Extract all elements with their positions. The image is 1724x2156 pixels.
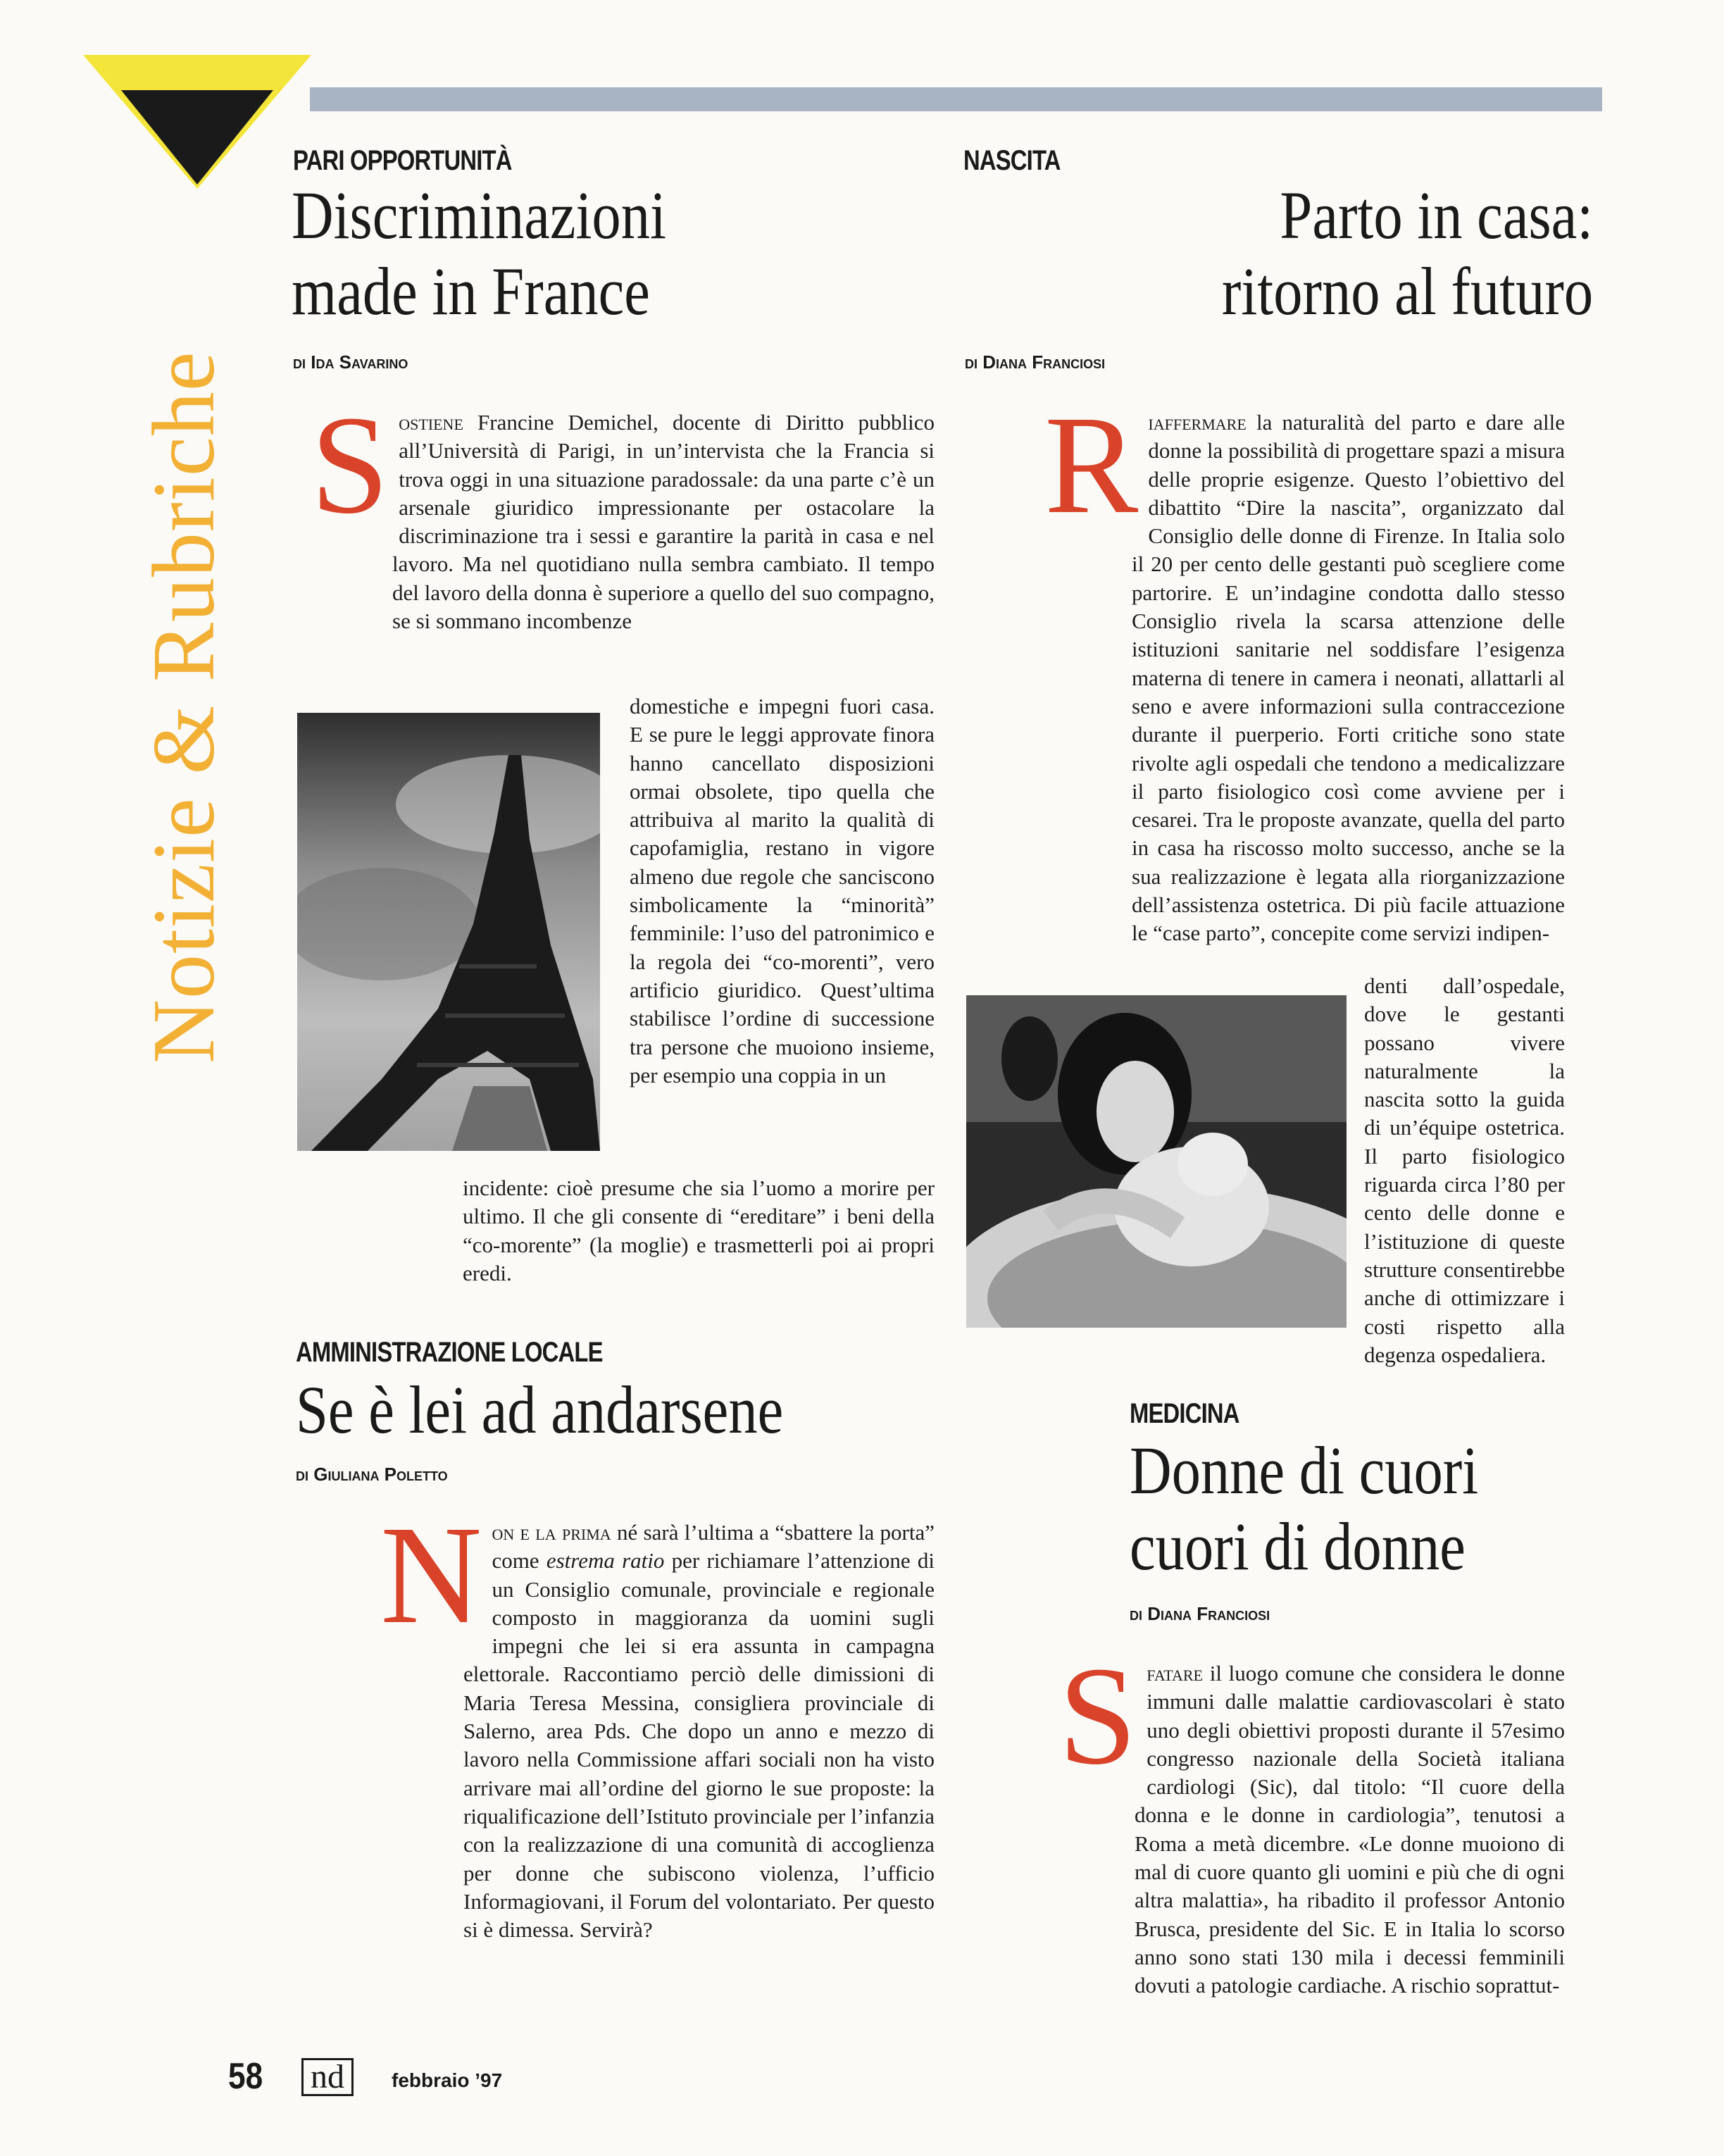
article-body-nascita-2: denti dall’ospedale, dove le gestanti possano vivere naturalmente la nascita sotto la guida di un’équipe ostetrica. Il parto fisiologico riguarda circa l’80 per cento delle donne e l’istituzione di queste strutture consentirebbe anche di ottimizzare i costi rispetto alla degenza ospedaliera. [1364,973,1565,1367]
section-label-amministrazione-locale: AMMINISTRAZIONE LOCALE [296,1337,603,1368]
article-body-pari-3: incidente: cioè presume che sia l’uomo a morire per ultimo. Il che gli consente di “ereditare” i beni della “co-morente” (la moglie) e trasmetterli poi ai propri eredi. [463,1176,935,1285]
headline-line-2: cuori di donne [1130,1509,1466,1584]
italic-phrase: estrema ratio [546,1548,665,1574]
section-label-medicina: MEDICINA [1130,1398,1239,1429]
header-color-bar [310,87,1602,111]
lead-words: ostiene [399,410,463,435]
article-body-pari-2: domestiche e impegni fuori casa. E se pure le leggi approvate finora hanno cancellato disposizioni ormai obsolete, tipo quella che attribuiva al marito la qualità di capofamiglia, restano in vigore almeno due regole che sanciscono simbolicamente la “minorità” femminile: l’uso del patronimico e la regola dei “co-morenti”, vero artificio giuridico. Quest’ultima stabilisce l’ordine di successione tra persone che muoiono insieme, per esempio una coppia in un [630,694,935,1088]
headline-line-1: Se è lei ad andarsene [296,1372,784,1447]
byline-poletto: di Giuliana Poletto [296,1464,448,1485]
dropcap: N [380,1497,482,1653]
issue-date: febbraio ’97 [392,2069,503,2091]
dropcap: S [311,387,389,543]
paragraph-rest: per richiamare l’attenzione di un Consiglio comunale, provinciale e regionale composto in maggioranza da uomini sugli impegni che lei si era assunta in campagna elettorale. Raccontiamo perciò delle dimissioni di Maria Teresa Messina, consigliera provinciale di Salerno, area Pds. Che dopo un anno e mezzo di lavoro nella Commissione affari sociali non ha visto arrivare mai all’ordine del giorno le sue proposte: la riqualificazione dell’Istituto provinciale per l’infanzia con la realizzazione di una comunità di accoglienza per donne che subiscono violenza, l’ufficio Informagiovani, il Forum del volontariato. Per questo si è dimessa. Servirà? [463,1548,935,1943]
page-number: 58 [228,2056,263,2097]
headline-discriminazioni [292,177,666,330]
byline-franciosi-nascita: di Diana Franciosi [965,351,1106,373]
headline-line-1: Parto in casa: [1280,177,1593,253]
article-body-pari-1 [311,387,935,635]
lead-words: iaffermare [1148,410,1247,435]
rubric-vertical-title: Notizie & Rubriche [135,351,233,1064]
lead-words: fatare [1147,1661,1203,1685]
headline-donne-di-cuori [1130,1433,1478,1585]
lead-words: on e la prima [492,1520,611,1545]
headline-line-2: ritorno al futuro [1221,254,1593,329]
dropcap: S [1058,1638,1137,1794]
magazine-logo: nd [301,2058,354,2096]
byline-franciosi-medicina: di Diana Franciosi [1130,1603,1270,1624]
section-label-nascita: NASCITA [963,145,1061,176]
paragraph: la naturalità del parto e dare alle donne la possibilità di progettare spazi a misura delle proprie esigenze. Questo l’obiettivo del dibattito “Dire la nascita”, organizzato dal Consiglio delle donne di Firenze. In Italia solo il 20 per cento delle gestanti può scegliere come partorire. E un’indagine condotta dallo stesso Consiglio rivela la scarsa attenzione delle istituzioni sanitarie nel soddisfare l’esigenza materna di tenere in camera i neonati, allattarli al seno e avere informazioni sulla contraccezione durante il puerperio. Forti critiche sono state rivolte agli ospedali che tendono a medicalizzare il parto fisiologico così come avviene per i cesarei. Tra le proposte avanzate, quella del parto in casa ha riscosso molto successo, anche se la sua realizzazione è legata alla riorganizzazione dell’assistenza ostetrica. Di più facile attuazione le “case parto”, concepite come servizi indipen- [1132,410,1565,946]
dropcap: R [1044,387,1139,543]
headline-line-1: Donne di cuori [1130,1433,1479,1508]
headline-line-1: Discriminazioni [292,177,666,253]
headline-se-e-lei [296,1372,783,1448]
byline-savarino: di Ida Savarino [293,351,408,373]
corner-triangle-icon [79,51,316,192]
paragraph: Francine Demichel, docente di Diritto pubblico all’Università di Parigi, in un’intervista che la Francia si trova oggi in una situazione paradossale: da una parte c’è un arsenale giuridico impressionante per ostacolare la discriminazione tra i sessi e garantire la parità in casa e nel lavoro. Ma nel quotidiano nulla sembra cambiato. Il tempo del lavoro della donna è superiore a quello del suo compagno, se si sommano incombenze [392,410,935,634]
article-body-medicina [1058,1638,1565,2000]
section-label-pari-opportunita: PARI OPPORTUNITÀ [293,145,512,176]
paragraph: il luogo comune che considera le donne immuni dalle malattie cardiovascolari è stato uno degli obiettivi proposti durante il 57esimo congresso nazionale della Società italiana cardiologi (Sic), dal titolo: “Il cuore della donna e le donne in cardiologia”, tenutosi a Roma a metà dicembre. «Le donne muoiono di mal di cuore quanto gli uomini e più che di ogni altra malattia», ha ribadito il professor Antonio Brusca, presidente del Sic. E in Italia lo scorso anno sono stati 130 mila i decessi femminili dovuti a patologie cardiache. A rischio soprattut- [1135,1661,1565,1998]
article-body-nascita-1 [1044,387,1565,948]
headline-line-2: made in France [292,254,650,329]
photo-eiffel-tower [297,713,600,1151]
article-body-amministrazione [380,1497,935,1944]
headline-parto-in-casa [1222,177,1593,330]
paragraph-start: né sarà l’ultima a “sbattere la porta” come [492,1520,935,1574]
photo-mother-newborn [966,995,1347,1328]
